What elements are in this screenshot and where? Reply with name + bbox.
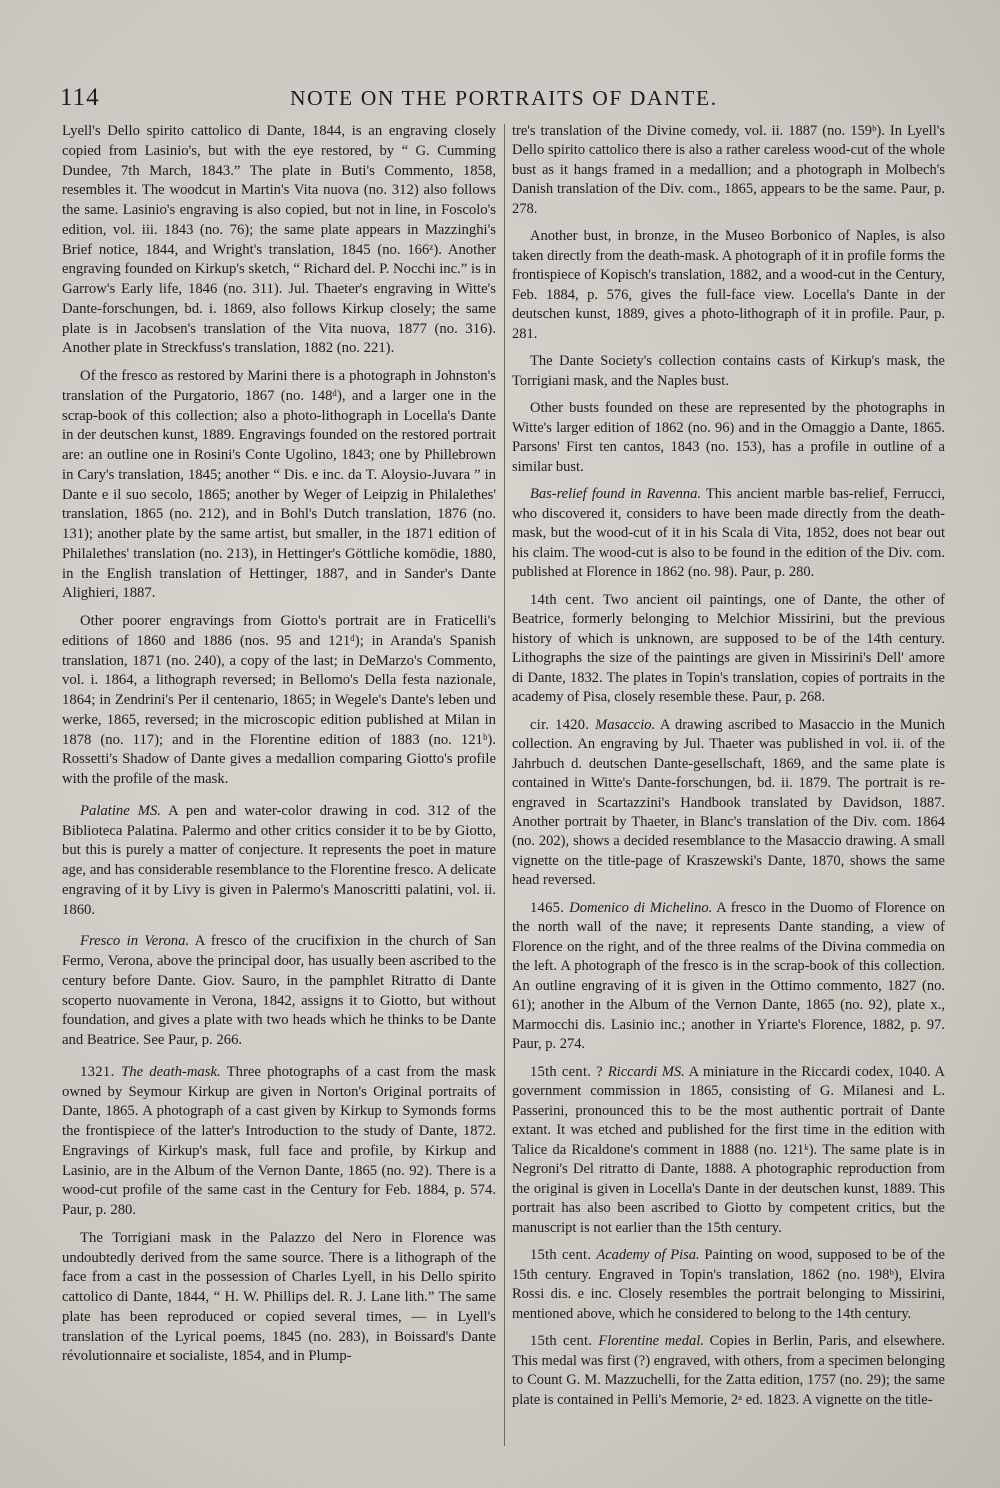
right-paragraph: [512, 1063, 945, 1238]
entry-heading: The death-mask.: [121, 1063, 221, 1080]
paragraph-text: Lyell's Dello spirito cattolico di Dante, 1844, is an engraving closely copied from Lasinio's, but with the eye restored, by “ G. Cumming Dundee, 7th March, 1843.” The plate in Buti's Commento, 1858, resembles it. The woodcut in Martin's Vita nuova (no. 312) also follows the same. Lasinio's engraving is also copied, but not in line, in Foscolo's edition, vol. iii. 1843 (no. 76); the same plate appears in Mazzinghi's Brief notice, 1844, and Wright's translation, 1845 (no. 166ᶻ). Another engraving founded on Kirkup's sketch, “ Richard del. P. Nocchi inc.” is in Garrow's Early life, 1846 (no. 311). Jul. Thaeter's engraving in Witte's Dante-forschungen, bd. i. 1869, also follows Kirkup closely; the same plate is in Jacobsen's translation of the Vita nuova, 1877 (no. 316). Another plate in Streckfuss's translation, 1882 (no. 221).: [62, 123, 496, 357]
right-paragraph: [512, 1332, 945, 1410]
entry-date: 1321.: [80, 1063, 122, 1080]
entry-heading: Masaccio.: [595, 716, 656, 733]
entry-date: 15th cent. ?: [530, 1063, 608, 1080]
paragraph-text: A pen and water-color drawing in cod. 312 of the Biblioteca Palatina. Palermo and other critics consider it to be by Giotto, but this is purely a matter of conjecture. It represents the poet in mature age, and has considerable resemblance to the Florentine fresco. A delicate engraving of it by Livy is given in Palermo's Manoscritti palatini, vol. ii. 1860.: [62, 802, 497, 918]
right-paragraph: [512, 485, 945, 582]
paragraph-text: tre's translation of the Divine comedy, vol. ii. 1887 (no. 159ᵇ). In Lyell's Dello spirito cattolico there is also a rather careless wood-cut of the whole bust as it hangs framed in a medallion; and a photograph in Molbech's Danish translation of the Div. com., 1865, appears to be the same. Paur, p. 278.: [512, 123, 945, 217]
paragraph-text: The Dante Society's collection contains casts of Kirkup's mask, the Torrigiani mask, and the Naples bust.: [512, 353, 945, 389]
entry-heading: Palatine MS.: [80, 802, 161, 819]
right-paragraph: [512, 352, 945, 391]
entry-date: 14th cent.: [530, 591, 603, 608]
column-divider: [504, 124, 505, 1446]
paragraph-text: Painting on wood, supposed to be of the 15th century. Engraved in Topin's translation, 1862 (no. 198ᵇ), Elvira Rossi dis. e inc. Closely resembles the portrait belonging to Missirini, mentioned above, which he considered to belong to the 14th century.: [512, 1247, 945, 1322]
left-paragraph: [62, 932, 496, 1051]
paragraph-text: Other poorer engravings from Giotto's portrait are in Fraticelli's editions of 1860 and 1886 (nos. 95 and 121ᵈ); in Aranda's Spanish translation, 1871 (no. 240), a copy of the last; in DeMarzo's Commento, vol. i. 1864, a lithograph reversed; in Bellomo's Della festa nazionale, 1864; in Zendrini's Per il centenario, 1865; in Wegele's Dante's leben und werke, 1865, reversed; in the microscopic edition published at Milan in 1878 (no. 117); and in the Florentine edition of 1883 (no. 121ᵇ). Rossetti's Shadow of Dante gives a medallion comparing Giotto's profile with the profile of the mask.: [62, 613, 496, 787]
paragraph-text: The Torrigiani mask in the Palazzo del Nero in Florence was undoubtedly derived from the same source. There is a lithograph of the face from a cast in the possession of Charles Lyell, in his Dello spirito cattolico di Dante, 1844, “ H. W. Phillips del. R. J. Lane lith.” The same plate has been reproduced or copied several times, — in Lyell's translation of the Lyrical poems, 1845 (no. 283), in Boissard's Dante révolutionnaire et socialiste, 1854, and in Plump-: [62, 1229, 496, 1365]
entry-heading: Riccardi MS.: [607, 1063, 685, 1080]
left-paragraph: [62, 1063, 496, 1221]
paragraph-text: This ancient marble bas-relief, Ferrucci, who discovered it, considers to have been made directly from the death-mask, but the wood-cut of it in his Scala di Vita, 1852, does not bear out his claim. The wood-cut is also to be found in the edition of the Div. com. published at Florence in 1862 (no. 98). Paur, p. 280.: [512, 486, 945, 581]
left-column: [62, 122, 496, 1375]
paragraph-text: A fresco of the crucifixion in the church of San Fermo, Verona, above the principal door, has usually been ascribed to the century before Dante. Giov. Sauro, in the pamphlet Ritratto di Dante scoperto nuovamente in Verona, 1842, assigns it to Giotto, but without foundation, and gives a plate with two heads which he thinks to be Dante and Beatrice. See Paur, p. 266.: [62, 933, 496, 1048]
paragraph-text: A drawing ascribed to Masaccio in the Munich collection. An engraving by Jul. Thaeter was published in vol. ii. of the Jahrbuch d. deutschen Dante-gesellschaft, 1869, and the same plate is contained in Witte's Dante-forschungen, bd. ii. 1879. The portrait is re-engraved in Scartazzini's Handbook translated by Davidson, 1887. Another portrait by Thaeter, in Blanc's translation of the Div. com. 1864 (no. 202), shows a decided resemblance to the Masaccio drawing. A small vignette on the title-page of Kraszewski's Dante, 1870, shows the same head reversed.: [512, 716, 945, 889]
left-paragraph: [62, 612, 496, 790]
left-paragraph: [62, 802, 496, 921]
running-title: NOTE ON THE PORTRAITS OF DANTE.: [290, 86, 718, 110]
paragraph-text: A fresco in the Duomo of Florence on the north wall of the nave; it represents Dante standing, a view of Florence on the right, and of the three realms of the Divina commedia on the left. A photograph of the fresco is in the scrap-book of this collection. An outline engraving of it is given in the Ottimo commento, 1827 (no. 61); another in the Album of the Vernon Dante, 1865 (no. 92), plate x., Marmocchi dis. Lasinio inc.; another in Yriarte's Florence, 1882, p. 97. Paur, p. 274.: [512, 899, 945, 1053]
paragraph-text: Another bust, in bronze, in the Museo Borbonico of Naples, is also taken directly from the death-mask. A photograph of it in profile forms the frontispiece of Kopisch's translation, 1882, and a wood-cut in the Century, Feb. 1884, p. 576, gives the full-face view. Locella's Dante in der deutschen kunst, 1889, gives a photo-lithograph of it in profile. Paur, p. 281.: [512, 228, 945, 342]
paragraph-text: Copies in Berlin, Paris, and elsewhere. This medal was first (?) engraved, with others, from a specimen belonging to Count G. M. Mazzuchelli, for the Zatta edition, 1757 (no. 29); the same plate is contained in Pelli's Memorie, 2ᵃ ed. 1823. A vignette on the title-: [512, 1333, 946, 1408]
right-paragraph: [512, 899, 945, 1055]
entry-heading: Domenico di Michelino.: [569, 899, 713, 916]
right-paragraph: [512, 122, 945, 219]
right-paragraph: [512, 227, 945, 344]
entry-heading: Florentine medal.: [598, 1333, 704, 1350]
right-paragraph: [512, 399, 945, 477]
left-paragraph: [62, 122, 496, 359]
entry-heading: Fresco in Verona.: [80, 933, 190, 950]
entry-date: cir. 1420.: [530, 716, 596, 733]
left-paragraph: [62, 367, 496, 604]
entry-heading: Bas-relief found in Ravenna.: [530, 486, 701, 503]
entry-date: 1465.: [530, 899, 570, 916]
right-column: [512, 122, 945, 1418]
right-paragraph: [512, 716, 945, 891]
entry-date: 15th cent.: [530, 1333, 599, 1350]
paragraph-text: Two ancient oil paintings, one of Dante, the other of Beatrice, formerly belonging to Melchior Missirini, but the previous history of which is unknown, are supposed to be of the 14th century. Lithographs the size of the paintings are given in Missirini's Dell' amore di Dante, 1832. The plates in Topin's translation, copies of portraits in the academy of Pisa, closely resemble these. Paur, p. 268.: [512, 591, 945, 706]
page-number: 114: [60, 84, 100, 111]
right-paragraph: [512, 591, 945, 708]
entry-date: 15th cent.: [530, 1247, 597, 1264]
entry-heading: Academy of Pisa.: [596, 1247, 700, 1264]
paragraph-text: Other busts founded on these are represented by the photographs in Witte's larger edition of 1862 (no. 96) and in the Omaggio a Dante, 1865. Parsons' First ten cantos, 1843 (no. 153), has a profile in outline of a similar bust.: [512, 400, 945, 475]
left-paragraph: [62, 1229, 496, 1367]
paragraph-text: Of the fresco as restored by Marini there is a photograph in Johnston's translation of the Purgatorio, 1867 (no. 148ᵈ), and a larger one in the scrap-book of this collection; also a photo-lithograph in Locella's Dante in der deutschen kunst, 1889. Engravings founded on the restored portrait are: an outline one in Rosini's Conte Ugolino, 1843; one by Phillebrown in Cary's translation, 1845; another “ Dis. e inc. da T. Aloysio-Juvara ” in Dante e il suo secolo, 1865; another by Weger of Leipzig in Philalethes' translation, 1865 (no. 212), and in Bohl's Dutch translation, 1876 (no. 131); another plate by the same artist, but smaller, in the 1871 edition of Philalethes' translation (no. 213), in Hettinger's Göttliche komödie, 1880, in the English translation of Hettinger, 1887, and in Sander's Dante Alighieri, 1887.: [62, 368, 496, 602]
right-paragraph: [512, 1246, 945, 1324]
paragraph-text: Three photographs of a cast from the mask owned by Seymour Kirkup are given in Norton's Original portraits of Dante, 1865. A photograph of a cast given by Kirkup to Symonds forms the frontispiece of the latter's Introduction to the study of Dante, 1872. Engravings of Kirkup's mask, full face and profile, by Kirkup and Lasinio, are in the Album of the Vernon Dante, 1865 (no. 92). There is a wood-cut profile of the same cast in the Century for Feb. 1884, p. 574. Paur, p. 280.: [62, 1063, 496, 1218]
paragraph-text: A miniature in the Riccardi codex, 1040. A government commission in 1865, consisting of G. Milanesi and L. Passerini, pronounced this to be the most authentic portrait of Dante extant. It was etched and published for the first time in the edition with Talice da Ricaldone's comment in 1888 (no. 121ᵏ). The same plate is in Negroni's Del ritratto di Dante, 1888. A photographic reproduction from the original is given in Locella's Dante in der deutschen kunst, 1889. This portrait has also been ascribed to Giotto by competent critics, but the manuscript is not earlier than the 15th century.: [512, 1063, 945, 1236]
page-header: [60, 84, 930, 118]
